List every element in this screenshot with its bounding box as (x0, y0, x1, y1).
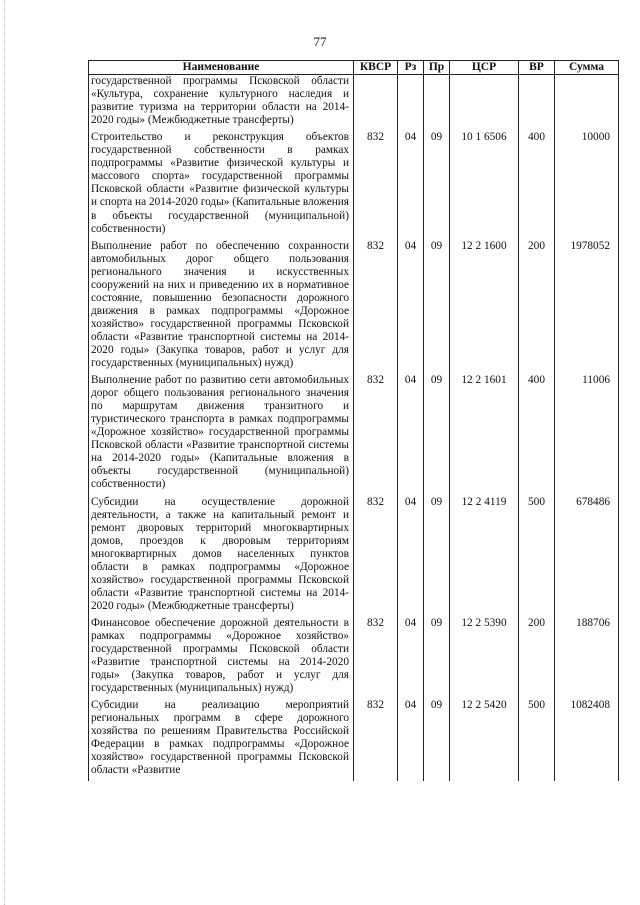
cell-csr (450, 75, 519, 132)
cell-csr: 12 2 4119 (450, 496, 519, 617)
cell-pr: 09 (424, 240, 450, 374)
cell-name: Субсидии на реализацию мероприятий региональных программ в сфере дорожного хозяйства по решениям Правительства Российской Федерации в рамках подпрограммы «Дорожное хозяйство» государственной программы Псковской области «Развитие (89, 699, 354, 781)
table-row (89, 240, 619, 374)
cell-vr: 200 (519, 240, 555, 374)
cell-sum (555, 75, 619, 132)
cell-sum: 11006 (555, 374, 619, 495)
cell-kvsr (354, 75, 398, 132)
cell-pr: 09 (424, 374, 450, 495)
cell-sum: 1978052 (555, 240, 619, 374)
table-row (89, 496, 619, 617)
cell-sum: 1082408 (555, 699, 619, 781)
header-kvsr: КВСР (354, 61, 398, 75)
cell-sum: 188706 (555, 617, 619, 699)
cell-kvsr: 832 (354, 699, 398, 781)
header-name: Наименование (89, 61, 354, 75)
cell-name: Выполнение работ по обеспечению сохранности автомобильных дорог общего пользования регионального значения и искусственных сооружений на них и приведению их в нормативное состояние, повышению безопасности дорожного движения в рамках подпрограммы «Дорожное хозяйство» государственной программы Псковской области «Развитие транспортной системы на 2014-2020 годы» (Закупка товаров, работ и услуг для государственных (муниципальных) нужд) (89, 240, 354, 374)
cell-vr: 200 (519, 617, 555, 699)
cell-csr: 12 2 1600 (450, 240, 519, 374)
cell-name: Строительство и реконструкция объектов государственной собственности в рамках подпрограммы «Развитие физической культуры и массового спорта» государственной программы Псковской области «Развитие физической культуры и спорта на 2014-2020 годы» (Капитальные вложения в объекты государственной (муниципальной) собственности) (89, 131, 354, 239)
cell-pr: 09 (424, 131, 450, 239)
cell-rz: 04 (398, 496, 424, 617)
table-header-row (89, 61, 619, 75)
cell-sum: 10000 (555, 131, 619, 239)
cell-vr: 500 (519, 496, 555, 617)
cell-rz: 04 (398, 617, 424, 699)
cell-name: Финансовое обеспечение дорожной деятельности в рамках подпрограммы «Дорожное хозяйство» государственной программы Псковской области «Развитие транспортной системы на 2014-2020 годы» (Закупка товаров, работ и услуг для государственных (муниципальных) нужд) (89, 617, 354, 699)
cell-kvsr: 832 (354, 374, 398, 495)
cell-csr: 10 1 6506 (450, 131, 519, 239)
cell-csr: 12 2 5420 (450, 699, 519, 781)
header-csr: ЦСР (450, 61, 519, 75)
page-edge-rule (4, 0, 5, 905)
budget-table (88, 60, 619, 781)
cell-rz: 04 (398, 374, 424, 495)
cell-pr: 09 (424, 617, 450, 699)
cell-rz: 04 (398, 240, 424, 374)
cell-csr: 12 2 5390 (450, 617, 519, 699)
header-rz: Рз (398, 61, 424, 75)
table-row (89, 374, 619, 495)
header-sum: Сумма (555, 61, 619, 75)
cell-sum: 678486 (555, 496, 619, 617)
cell-rz (398, 75, 424, 132)
cell-vr: 500 (519, 699, 555, 781)
page-number: 77 (313, 34, 327, 49)
cell-vr: 400 (519, 131, 555, 239)
table-row (89, 75, 619, 132)
table-row (89, 699, 619, 781)
cell-kvsr: 832 (354, 131, 398, 239)
cell-kvsr: 832 (354, 496, 398, 617)
cell-pr: 09 (424, 699, 450, 781)
cell-vr: 400 (519, 374, 555, 495)
table-row (89, 617, 619, 699)
cell-name: Выполнение работ по развитию сети автомобильных дорог общего пользования регионального значения по маршрутам движения транзитного и туристического транспорта в рамках подпрограммы «Дорожное хозяйство» государственной программы Псковской области «Развитие транспортной системы на 2014-2020 годы» (Капитальные вложения в объекты государственной (муниципальной) собственности) (89, 374, 354, 495)
header-pr: Пр (424, 61, 450, 75)
cell-rz: 04 (398, 699, 424, 781)
header-vr: ВР (519, 61, 555, 75)
cell-name: Субсидии на осуществление дорожной деятельности, а также на капитальный ремонт и ремонт дворовых территорий многоквартирных домов, проездов к дворовым территориям многоквартирных домов населенных пунктов области в рамках подпрограммы «Дорожное хозяйство» государственной программы Псковской области «Развитие транспортной системы на 2014-2020 годы» (Межбюджетные трансферты) (89, 496, 354, 617)
cell-rz: 04 (398, 131, 424, 239)
table-row (89, 131, 619, 239)
cell-pr: 09 (424, 496, 450, 617)
cell-kvsr: 832 (354, 240, 398, 374)
cell-csr: 12 2 1601 (450, 374, 519, 495)
cell-name: государственной программы Псковской области «Культура, сохранение культурного наследия и развитие туризма на территории области на 2014-2020 годы» (Межбюджетные трансферты) (89, 75, 354, 132)
cell-vr (519, 75, 555, 132)
cell-pr (424, 75, 450, 132)
cell-kvsr: 832 (354, 617, 398, 699)
